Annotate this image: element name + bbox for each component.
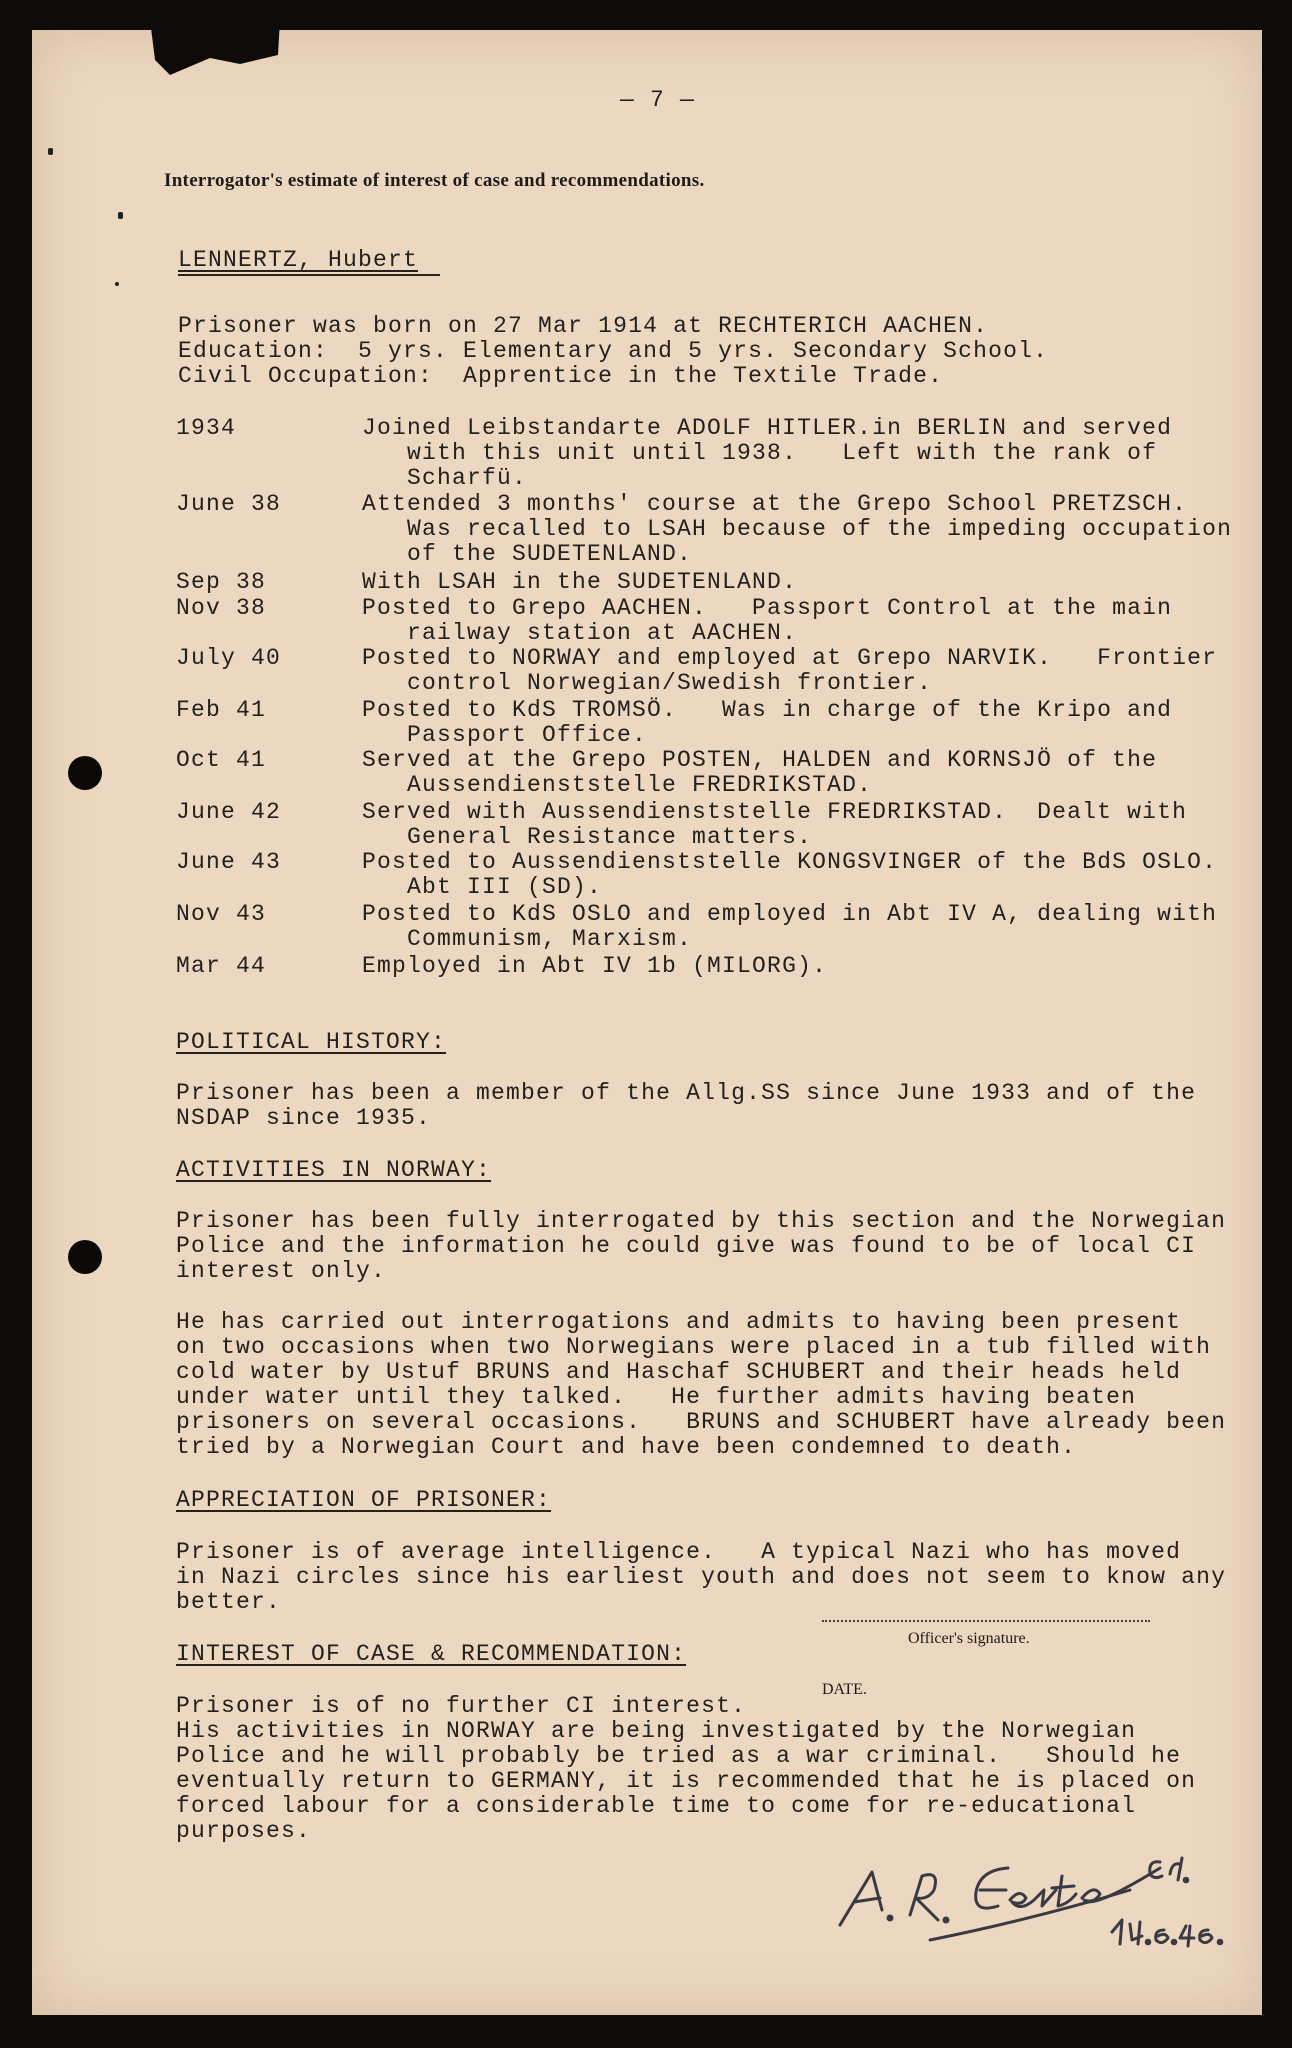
career-line: Scharfü. — [362, 465, 528, 491]
career-date: June 43 — [176, 849, 282, 875]
career-date: Mar 44 — [176, 953, 267, 979]
activities-heading: ACTIVITIES IN NORWAY: — [176, 1157, 492, 1183]
text-line: tried by a Norwegian Court and have been condemned to death. — [176, 1434, 1077, 1460]
career-line: Passport Office. — [362, 722, 648, 748]
career-date: 1934 — [176, 415, 237, 441]
career-text — [362, 748, 1262, 798]
career-date: Nov 38 — [176, 595, 267, 621]
career-date: Feb 41 — [176, 697, 267, 723]
career-text — [362, 902, 1262, 952]
name-underline — [178, 274, 440, 276]
political-history-text — [176, 1081, 1196, 1131]
punch-hole-bottom — [68, 1240, 102, 1274]
career-line: Posted to KdS TROMSÖ. Was in charge of the Kripo and — [362, 697, 1173, 723]
text-line: cold water by Ustuf BRUNS and Haschaf SCHUBERT and their heads held — [176, 1359, 1182, 1385]
appreciation-text — [176, 1540, 1226, 1615]
intro-line: Prisoner was born on 27 Mar 1914 at RECHTERICH AACHEN. — [178, 313, 989, 339]
text-line: Prisoner has been a member of the Allg.SS since June 1933 and of the — [176, 1080, 1197, 1106]
political-history-heading: POLITICAL HISTORY: — [176, 1029, 447, 1055]
career-text — [362, 850, 1262, 900]
career-date: June 38 — [176, 491, 282, 517]
text-line: His activities in NORWAY are being investigated by the Norwegian — [176, 1718, 1137, 1744]
officer-signature-label: Officer's signature. — [908, 1630, 1030, 1647]
career-line: Employed in Abt IV 1b (MILORG). — [362, 953, 828, 979]
text-line: Police and the information he could give was found to be of local CI — [176, 1233, 1197, 1259]
text-line: in Nazi circles since his earliest youth and does not seem to know any — [176, 1564, 1227, 1590]
text-line: Prisoner is of no further CI interest. — [176, 1693, 747, 1719]
career-line: Posted to NORWAY and employed at Grepo NARVIK. Frontier — [362, 645, 1218, 671]
torn-corner — [150, 20, 280, 80]
intro-block — [178, 314, 1048, 389]
speck — [48, 148, 53, 155]
career-text — [362, 698, 1262, 748]
career-line: Communism, Marxism. — [362, 926, 693, 952]
prisoner-name: LENNERTZ, Hubert — [178, 247, 419, 273]
career-line: railway station at AACHEN. — [362, 620, 798, 646]
interest-heading: INTEREST OF CASE & RECOMMENDATION: — [176, 1641, 687, 1667]
career-date: Sep 38 — [176, 569, 267, 595]
text-line: Prisoner is of average intelligence. A typical Nazi who has moved — [176, 1539, 1182, 1565]
date-label: DATE. — [822, 1681, 867, 1698]
speck — [118, 212, 123, 219]
text-line: He has carried out interrogations and admits to having been present — [176, 1309, 1182, 1335]
career-text — [362, 416, 1262, 491]
career-line: Joined Leibstandarte ADOLF HITLER.in BERLIN and served — [362, 415, 1173, 441]
text-line: purposes. — [176, 1818, 312, 1844]
career-text — [362, 492, 1262, 567]
form-heading: Interrogator's estimate of interest of case and recommendations. — [164, 170, 705, 191]
career-line: control Norwegian/Swedish frontier. — [362, 670, 933, 696]
career-line: Served with Aussendienststelle FREDRIKSTAD. Dealt with — [362, 799, 1188, 825]
text-line: Police and he will probably be tried as a war criminal. Should he — [176, 1743, 1182, 1769]
text-line: under water until they talked. He further admits having beaten — [176, 1384, 1137, 1410]
career-line: Posted to Grepo AACHEN. Passport Control at the main — [362, 595, 1173, 621]
career-line: Abt III (SD). — [362, 874, 603, 900]
text-line: forced labour for a considerable time to come for re-educational — [176, 1793, 1137, 1819]
text-line: on two occasions when two Norwegians were placed in a tub filled with — [176, 1334, 1212, 1360]
career-line: General Resistance matters. — [362, 824, 813, 850]
text-line: Prisoner has been fully interrogated by this section and the Norwegian — [176, 1208, 1227, 1234]
career-line: Aussendienststelle FREDRIKSTAD. — [362, 772, 873, 798]
text-line: interest only. — [176, 1258, 387, 1284]
intro-line: Education: 5 yrs. Elementary and 5 yrs. Secondary School. — [178, 338, 1049, 364]
career-date: July 40 — [176, 645, 282, 671]
text-line: better. — [176, 1589, 282, 1615]
text-line: prisoners on several occasions. BRUNS and SCHUBERT have already been — [176, 1409, 1227, 1435]
appreciation-heading: APPRECIATION OF PRISONER: — [176, 1487, 552, 1513]
text-line: eventually return to GERMANY, it is recommended that he is placed on — [176, 1768, 1197, 1794]
career-line: Attended 3 months' course at the Grepo School PRETZSCH. — [362, 491, 1188, 517]
career-date: Oct 41 — [176, 747, 267, 773]
career-date: Nov 43 — [176, 901, 267, 927]
career-line: with this unit until 1938. Left with the rank of — [362, 440, 1158, 466]
speck — [115, 282, 119, 286]
signature-rule — [822, 1620, 1150, 1622]
career-line: Was recalled to LSAH because of the impeding occupation — [362, 516, 1233, 542]
career-line: Served at the Grepo POSTEN, HALDEN and KORNSJÖ of the — [362, 747, 1158, 773]
career-text — [362, 570, 1262, 595]
career-line: Posted to KdS OSLO and employed in Abt IV A, dealing with — [362, 901, 1218, 927]
career-line: Posted to Aussendienststelle KONGSVINGER of the BdS OSLO. — [362, 849, 1218, 875]
career-text — [362, 646, 1262, 696]
interest-text — [176, 1694, 1196, 1844]
punch-hole-top — [68, 756, 102, 790]
intro-line: Civil Occupation: Apprentice in the Textile Trade. — [178, 363, 944, 389]
career-line: of the SUDETENLAND. — [362, 541, 693, 567]
activities-para-1 — [176, 1209, 1226, 1284]
page-number: — 7 — — [620, 87, 696, 113]
career-line: With LSAH in the SUDETENLAND. — [362, 569, 798, 595]
handwritten-signature — [830, 1840, 1230, 1950]
career-date: June 42 — [176, 799, 282, 825]
text-line: NSDAP since 1935. — [176, 1105, 432, 1131]
career-text — [362, 596, 1262, 646]
activities-para-2 — [176, 1310, 1226, 1460]
career-text — [362, 954, 1262, 979]
career-text — [362, 800, 1262, 850]
